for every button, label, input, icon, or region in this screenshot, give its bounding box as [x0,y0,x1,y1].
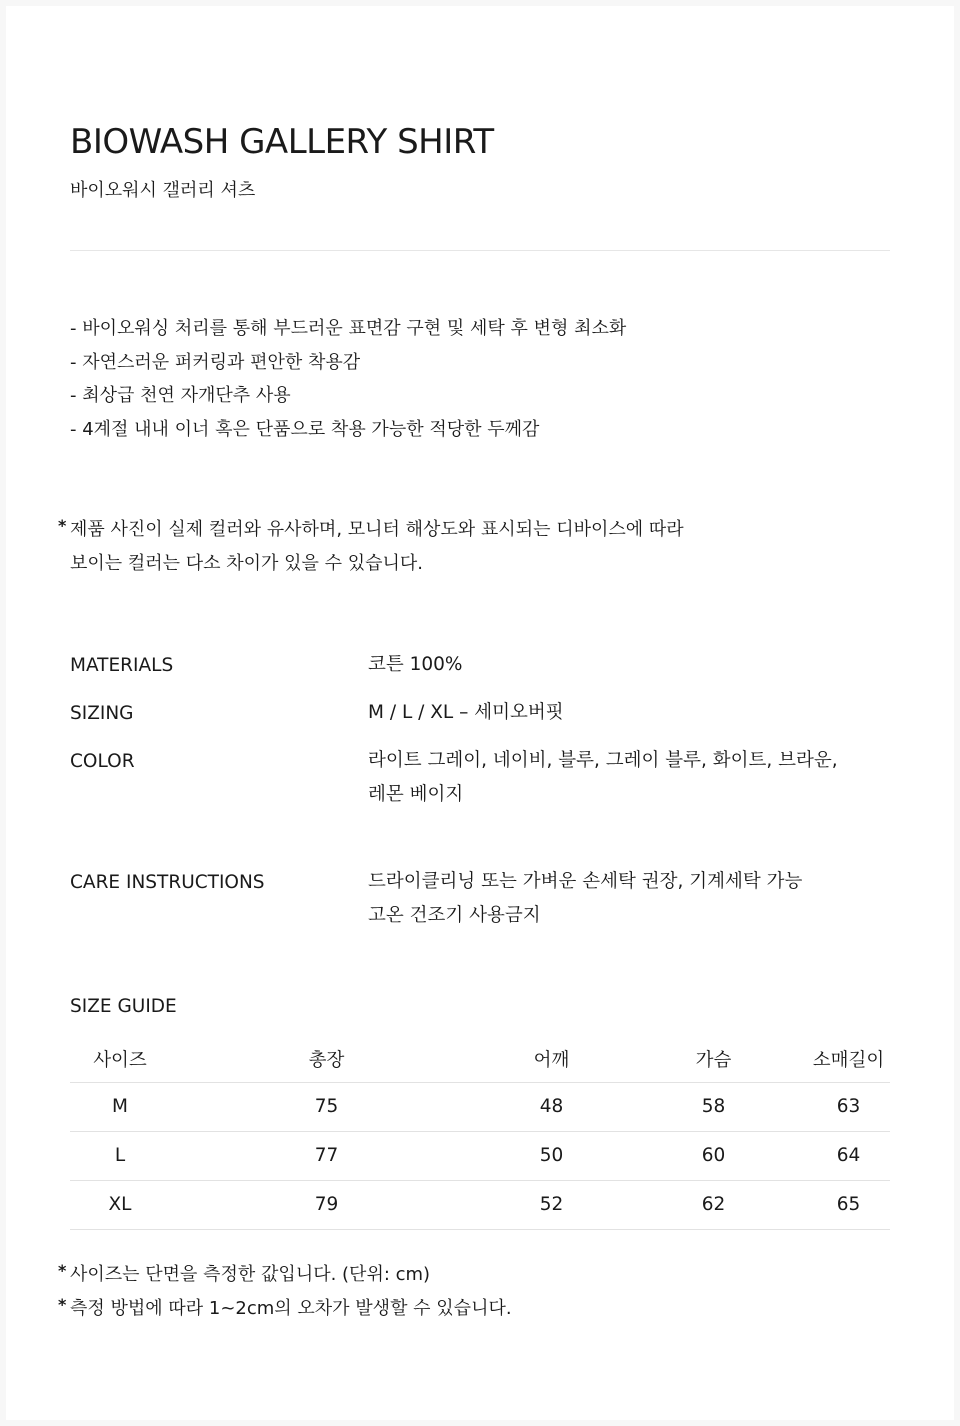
notice-line-1: 제품 사진이 실제 컬러와 유사하며, 모니터 해상도와 표시되는 디바이스에 따라 [70,519,684,540]
feature-item: - 자연스러운 퍼커링과 편안한 착용감 [70,351,361,373]
feature-item: - 최상급 천연 자개단추 사용 [70,385,291,406]
header-length: 총장 [170,1036,483,1082]
footnote-1 [58,1258,512,1292]
header-shoulder: 어깨 [483,1036,620,1082]
notice-asterisk: * [58,516,67,535]
table-row [70,1180,890,1229]
cell-length: 75 [170,1082,483,1131]
cell-sleeve: 64 [807,1131,890,1180]
color-notice [58,513,684,581]
color-value [368,744,838,812]
care-value-line-2: 고온 건조기 사용금지 [368,905,541,926]
footnote-2 [58,1292,512,1326]
materials-label: MATERIALS [70,655,174,676]
cell-sleeve: 65 [807,1180,890,1229]
notice-line-2: 보이는 컬러는 다소 차이가 있을 수 있습니다. [70,553,424,574]
footnote-asterisk: * [58,1295,67,1314]
size-guide-table [70,1036,890,1230]
feature-list [70,312,626,446]
cell-shoulder: 52 [483,1180,620,1229]
sizing-label: SIZING [70,703,134,724]
care-label: CARE INSTRUCTIONS [70,872,265,893]
footnote-text-1: 사이즈는 단면을 측정한 값입니다. (단위: cm) [70,1264,431,1285]
header-chest: 가슴 [620,1036,807,1082]
size-table-header-row [70,1036,890,1082]
color-value-line-1: 라이트 그레이, 네이비, 블루, 그레이 블루, 화이트, 브라운, [368,750,838,771]
table-row [70,1131,890,1180]
cell-length: 79 [170,1180,483,1229]
cell-chest: 62 [620,1180,807,1229]
cell-size: XL [70,1180,170,1229]
product-subtitle: 바이오워시 갤러리 셔츠 [70,180,256,201]
table-row [70,1082,890,1131]
product-detail-card [6,6,954,1420]
product-title: BIOWASH GALLERY SHIRT [70,122,494,162]
footnote-text-2: 측정 방법에 따라 1~2cm의 오차가 발생할 수 있습니다. [70,1298,512,1319]
cell-size: L [70,1131,170,1180]
header-sleeve: 소매길이 [807,1036,890,1082]
size-guide-title: SIZE GUIDE [70,996,177,1017]
footnote-asterisk: * [58,1261,67,1280]
materials-value: 코튼 100% [368,654,463,675]
section-divider [70,250,890,251]
cell-shoulder: 50 [483,1131,620,1180]
color-label: COLOR [70,751,135,772]
cell-size: M [70,1082,170,1131]
cell-shoulder: 48 [483,1082,620,1131]
color-value-line-2: 레몬 베이지 [368,784,464,805]
cell-chest: 58 [620,1082,807,1131]
sizing-value: M / L / XL – 세미오버핏 [368,702,564,723]
size-footnotes [58,1258,512,1326]
header-size: 사이즈 [70,1036,170,1082]
feature-item: - 바이오워싱 처리를 통해 부드러운 표면감 구현 및 세탁 후 변형 최소화 [70,318,627,339]
care-value [368,865,802,933]
cell-chest: 60 [620,1131,807,1180]
cell-length: 77 [170,1131,483,1180]
care-value-line-1: 드라이클리닝 또는 가벼운 손세탁 권장, 기계세탁 가능 [368,871,803,892]
feature-item: - 4계절 내내 이너 혹은 단품으로 착용 가능한 적당한 두께감 [70,418,540,440]
cell-sleeve: 63 [807,1082,890,1131]
